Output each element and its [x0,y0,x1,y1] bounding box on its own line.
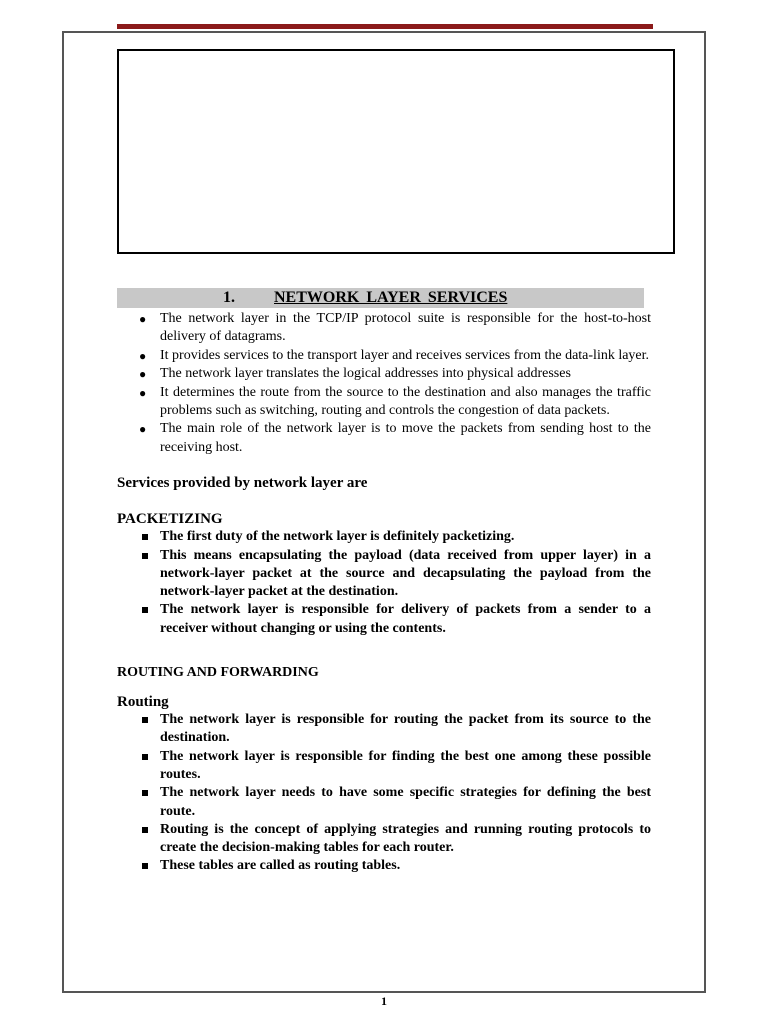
bullet-icon: ● [139,422,147,437]
square-bullet-icon [142,827,148,833]
square-bullet-icon [142,553,148,559]
bullet-icon: ● [139,312,147,326]
list-item: ● The network layer in the TCP/IP protocol suite is responsible for the host-to-host delivery of datagrams. [139,311,651,345]
bullet-icon: ● [139,367,147,382]
bullet-icon: ● [139,348,147,363]
routing-list [117,711,651,876]
routing-forwarding-heading: ROUTING AND FORWARDING [117,665,319,681]
list-item: The network layer is responsible for routing the packet from its source to the destination. [117,711,651,748]
list-item: ● It provides services to the transport layer and receives services from the data-link layer. [117,347,651,365]
list-item: This means encapsulating the payload (data received from upper layer) in a network-layer packet at the source and decapsulating the payload from the network-layer packet at the destination. [117,547,651,602]
header-box [117,49,675,254]
page-content [117,310,651,876]
list-item: These tables are called as routing tables. [117,857,651,875]
list-item: ● The network layer translates the logical addresses into physical addresses [117,365,651,383]
square-bullet-icon [142,607,148,613]
top-decorative-rule [117,24,653,29]
list-item: The network layer is responsible for finding the best one among these possible routes. [117,748,651,785]
square-bullet-icon [142,534,148,540]
intro-bullet-list [117,310,651,457]
section-title: NETWORK LAYER SERVICES [274,289,508,306]
page-number: 1 [381,994,387,1008]
list-item: The network layer is responsible for delivery of packets from a sender to a receiver without changing or using the contents. [117,601,651,638]
packetizing-heading: PACKETIZING [117,511,223,528]
section-number: 1. [223,289,235,306]
section-heading [117,288,644,308]
list-item: ● The main role of the network layer is to move the packets from sending host to the receiving host. [139,421,651,455]
list-item: Routing is the concept of applying strategies and running routing protocols to create the decision-making tables for each router. [117,821,651,858]
square-bullet-icon [142,754,148,760]
services-heading: Services provided by network layer are [117,475,368,492]
bullet-icon: ● [139,385,147,400]
list-item: The network layer needs to have some specific strategies for defining the best route. [117,784,651,821]
square-bullet-icon [142,863,148,869]
routing-heading: Routing [117,694,169,711]
square-bullet-icon [142,790,148,796]
packetizing-list [117,528,651,638]
list-item: ● It determines the route from the source to the destination and also manages the traffic problems such as switching, routing and controls the congestion of data packets. [139,384,651,419]
square-bullet-icon [142,717,148,723]
list-item: The first duty of the network layer is definitely packetizing. [117,528,651,546]
